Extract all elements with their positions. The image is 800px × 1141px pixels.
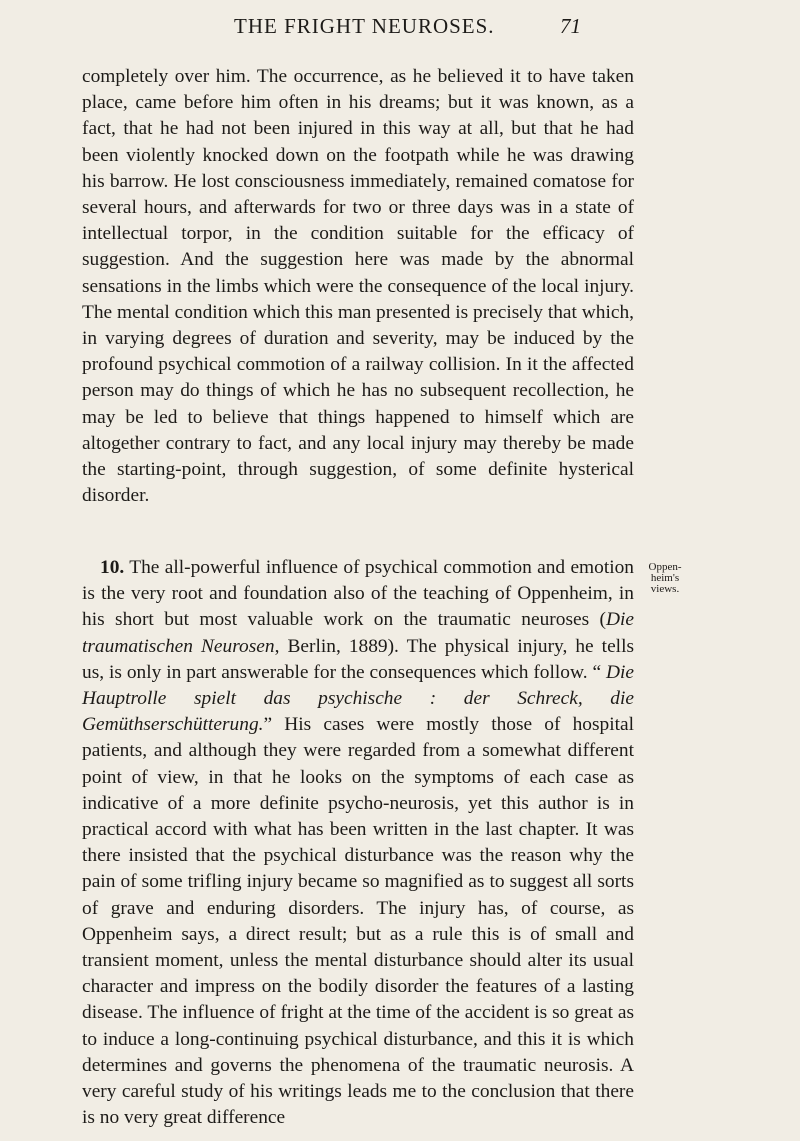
margin-note-line: Oppen- [648,561,682,573]
paragraph-number: 10. [100,557,125,578]
german-quote: Die Hauptrolle spielt das psychische : der Schreck, die Gemüthserschütterung. [82,661,634,736]
page-number: 71 [560,14,581,38]
book-title: Die traumatischen Neurosen [82,609,634,657]
margin-note [640,562,690,595]
paragraph-continuation: completely over him. The occurrence, as he believed it to have taken place, came before him often in his dreams; but it was known, as a fact, that he had not been injured in this way at all, but that he had been violently knocked down on the footpath while he was drawing his barrow. He lost consciousness immediately, remained comatose for several hours, and afterwards for two or three days was in a state of intellectual torpor, in the condition suitable for the efficacy of suggestion. And the suggestion here was made by the abnormal sensations in the limbs which were the consequence of the local injury. The mental condition which this man presented is precisely that which, in varying degrees of duration and severity, may be induced by the profound psychical commotion of a railway collision. In it the affected person may do things of which he has no subsequent recollection, he may be led to believe that things happened to himself which are altogether contrary to fact, and any local injury may thereby be made the starting-point, through suggestion, of some definite hysterical disorder. [82,66,634,507]
running-head: THE FRIGHT NEUROSES. [234,14,495,38]
paragraph-text-part2: , Berlin, 1889). The physical injury, he tells us, is only in part answerable for the consequences which follow. “ [82,635,634,683]
margin-note-line: views. [650,583,680,595]
paragraph-text-part3: ” His cases were mostly those of hospital patients, and although they were regarded from a somewhat different point of view, in that he looks on the symptoms of each case as indicative of a more definite psycho-neurosis, yet this author is in practical accord with what has been written in the last chapter. It was there insisted that the psychical disturbance was the reason why the pain of some trifling injury became so magnified as to suggest all sorts of grave and enduring disorders. The injury has, of course, as Oppenheim says, a direct result; but as a rule this is of small and transient moment, unless the mental disturbance should alter its usual character and impress on the bodily disorder the features of a lasting disease. The influence of fright at the time of the accident is so great as to induce a long-continuing psychical disturbance, and this it is which determines and governs the phenomena of the traumatic neurosis. A very careful study of his writings leads me to the conclusion that there is no very great difference [82,714,634,1129]
margin-note-line: heim's [650,572,680,584]
paragraph-text-part1: The all-powerful influence of psychical commotion and emotion is the very root and foundation also of the teaching of Oppenheim, in his short but most valuable work on the traumatic neuroses ( [82,557,634,631]
paragraph-10 [82,555,634,1131]
